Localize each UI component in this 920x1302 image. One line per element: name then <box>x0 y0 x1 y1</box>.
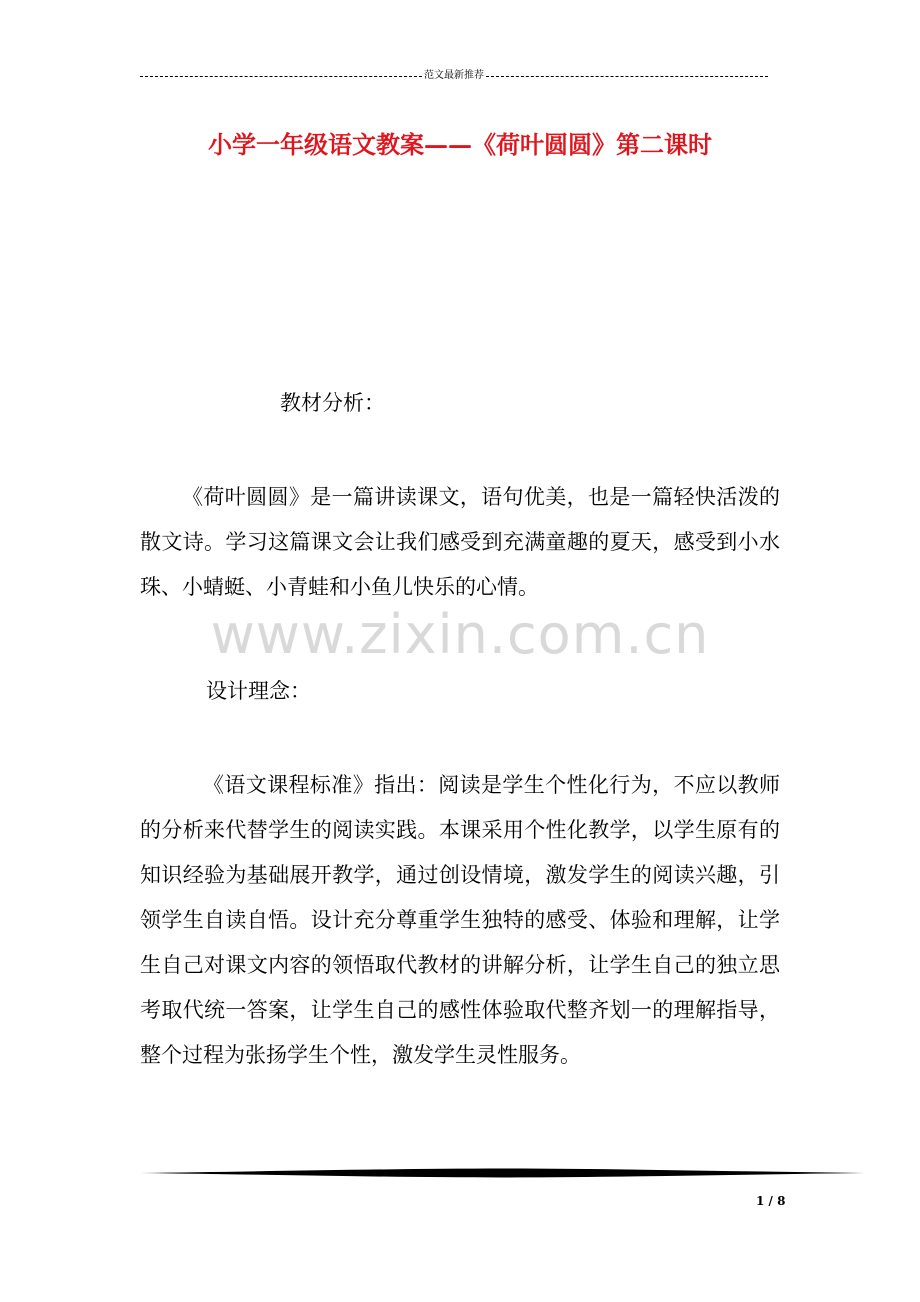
analysis-heading: 教材分析： <box>280 391 385 415</box>
header-dash-right <box>486 76 768 77</box>
header-label: 范文最新推荐 <box>424 70 484 81</box>
design-heading: 设计理念： <box>206 679 311 703</box>
page-header <box>140 69 768 83</box>
header-dash-left <box>140 76 422 77</box>
design-paragraph: 《语文课程标准》指出：阅读是学生个性化行为，不应以教师的分析来代替学生的阅读实践。本课采用个性化教学，以学生原有的知识经验为基础展开教学，通过创设情境，激发学生的阅读兴趣，引领学生自读自悟。设计充分尊重学生独特的感受、体验和理解，让学生自己对课文内容的领悟取代教材的讲解分析，让学生自己的独立思考取代统一答案，让学生自己的感性体验取代整齐划一的理解指导，整个过程为张扬学生个性，激发学生灵性服务。 <box>140 773 780 1067</box>
watermark: www.zixin.com.cn <box>210 603 710 666</box>
document-title: 小学一年级语文教案——《荷叶圆圆》第二课时 <box>208 130 712 159</box>
analysis-paragraph: 《荷叶圆圆》是一篇讲读课文，语句优美，也是一篇轻快活泼的散文诗。学习这篇课文会让我们感受到充满童趣的夏天，感受到小水珠、小蜻蜓、小青蛙和小鱼儿快乐的心情。 <box>140 485 780 599</box>
page-number: 1 / 8 <box>756 1194 786 1208</box>
footer-rule <box>140 1168 864 1178</box>
